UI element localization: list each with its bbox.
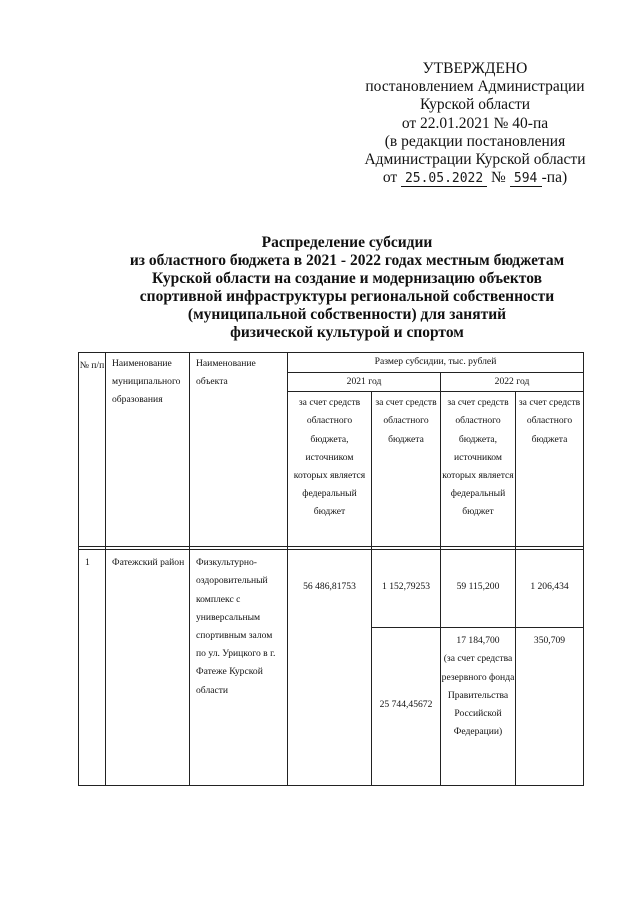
row-2022-federal-b-value: 17 184,700: [456, 635, 500, 647]
row-2021-federal: 56 486,81753: [288, 550, 372, 786]
row-2021-regional-a: 1 152,79253: [372, 550, 441, 628]
row-2022-federal-b: [441, 628, 516, 786]
title-line: Курской области на создание и модернизацию объектов: [152, 270, 542, 288]
title-line: спортивной инфраструктуры региональной собственности: [139, 288, 555, 306]
approval-line: постановлением Администрации: [365, 78, 585, 96]
table-row: [79, 550, 584, 628]
row-object: Физкультурно-оздоровительный комплекс с универсальным спортивным залом по ул. Урицкого в г. Фатеже Курской области: [190, 550, 288, 786]
row-municipality: Фатежский район: [106, 550, 190, 786]
approval-number: 594: [513, 171, 538, 187]
row-2022-federal-b-note: (за счет средства резервного фонда Правительства Российской Федерации): [441, 653, 515, 738]
title-line: (муниципальной собственности) для занятий: [187, 306, 507, 324]
subsidy-table: [78, 352, 584, 786]
header-subsidy: Размер субсидии, тыс. рублей: [288, 353, 584, 373]
header-2021-regional: за счет средств областного бюджета: [372, 392, 441, 547]
header-municipality: Наименование муниципального образования: [106, 353, 190, 547]
approval-num-sign: №: [490, 169, 506, 187]
document-title: [100, 234, 594, 343]
approval-heading: УТВЕРЖДЕНО: [422, 60, 528, 77]
title-line: из областного бюджета в 2021 - 2022 годах местным бюджетам: [129, 252, 565, 270]
header-year-2021: 2021 год: [288, 373, 441, 392]
approval-stamp: [340, 60, 610, 187]
approval-number-field: [510, 170, 542, 187]
row-no: 1: [79, 550, 106, 786]
header-object: Наименование объекта: [190, 353, 288, 547]
approval-date: 25.05.2022: [404, 171, 484, 187]
table-header-row: [79, 353, 584, 373]
header-2021-federal: за счет средств областного бюджета, источником которых является федеральный бюджет: [288, 392, 372, 547]
row-2022-federal-a: 59 115,200: [441, 550, 516, 628]
approval-line: Курской области: [419, 96, 531, 114]
approval-date-line: [340, 169, 610, 187]
row-2022-regional-b: 350,709: [516, 628, 584, 786]
approval-ot: от: [382, 169, 398, 187]
approval-line: от 22.01.2021 № 40-па: [401, 114, 549, 132]
row-2022-regional-a: 1 206,434: [516, 550, 584, 628]
header-2022-federal: за счет средств областного бюджета, источником которых является федеральный бюджет: [441, 392, 516, 547]
approval-line: Администрации Курской области: [364, 151, 586, 169]
approval-date-field: [401, 170, 487, 187]
approval-line: (в редакции постановления: [384, 132, 566, 150]
header-2022-regional: за счет средств областного бюджета: [516, 392, 584, 547]
header-no: № п/п: [79, 353, 106, 547]
header-year-2022: 2022 год: [441, 373, 584, 392]
title-line: Распределение субсидии: [261, 234, 433, 251]
title-line: физической культурой и спортом: [230, 324, 464, 342]
approval-suffix: -па): [541, 169, 568, 187]
row-2021-regional-b: 25 744,45672: [372, 628, 441, 786]
